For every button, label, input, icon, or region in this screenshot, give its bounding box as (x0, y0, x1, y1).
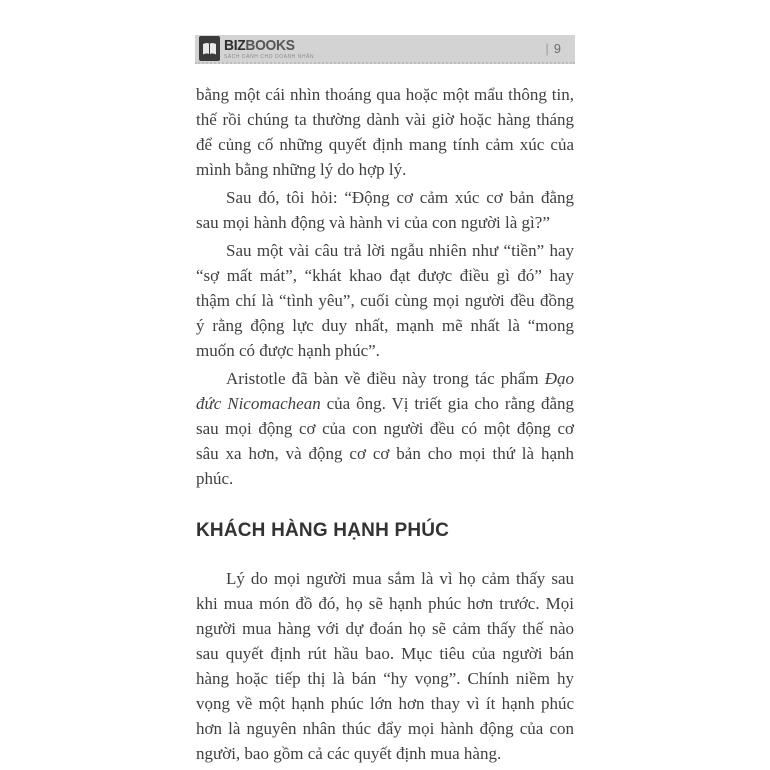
paragraph-aristotle (196, 366, 574, 491)
bizbooks-logo (199, 36, 314, 61)
logo-text (224, 38, 314, 60)
paragraph-question: Sau đó, tôi hỏi: “Động cơ cảm xúc cơ bản đằng sau mọi hành động và hành vi của con người là gì?” (196, 188, 574, 232)
section-heading: KHÁCH HÀNG HẠNH PHÚC (196, 520, 450, 541)
brand-tagline: SÁCH DÀNH CHO DOANH NHÂN (224, 53, 315, 60)
paragraph-happy-customer: Lý do mọi người mua sắm là vì họ cảm thấy sau khi mua món đồ đó, họ sẽ hạnh phúc hơn trước. Mọi người mua hàng với dự đoán họ sẽ cảm thấy thế nào sau quyết định rút hầu bao. Mục tiêu của người bán hàng hoặc tiếp thị là bán “hy vọng”. Chính niềm hy vọng về một hạnh phúc lớn hơn thay vì ít hạnh phúc hơn là nguyên nhân thúc đẩy mọi hành động của con người, bao gồm cả các quyết định mua hàng. (196, 569, 574, 763)
brand-books: BOOKS (245, 36, 295, 54)
page-number-separator: | (545, 41, 549, 56)
page-number-value: 9 (553, 41, 561, 56)
paragraph-aristotle-after: của ông. Vị triết gia cho rằng đằng sau mọi động cơ của con người đều có một động cơ sâu xa hơn, và động cơ cơ bản cho mọi thứ là hạnh phúc. (196, 394, 574, 488)
page-number (545, 41, 561, 56)
page-content (196, 82, 574, 769)
paragraph-aristotle-before: Aristotle đã bàn về điều này trong tác phẩm (226, 369, 545, 388)
paragraph-continuation: bằng một cái nhìn thoáng qua hoặc một mẩu thông tin, thế rồi chúng ta thường dành vài giờ hoặc hàng tháng để củng cố những quyết định mang tính cảm xúc của mình bằng những lý do hợp lý. (196, 85, 574, 179)
paragraph-answers: Sau một vài câu trả lời ngẫu nhiên như “tiền” hay “sợ mất mát”, “khát khao đạt được điều gì đó” hay thậm chí là “tình yêu”, cuối cùng mọi người đều đồng ý rằng động lực duy nhất, mạnh mẽ nhất là “mong muốn có được hạnh phúc”. (196, 241, 574, 360)
brand-biz: BIZ (224, 36, 246, 54)
page-header (195, 35, 575, 64)
book-title-italic: Đạo đức Nicomachean (196, 369, 574, 413)
brand-name (224, 38, 307, 53)
book-icon (199, 36, 220, 61)
